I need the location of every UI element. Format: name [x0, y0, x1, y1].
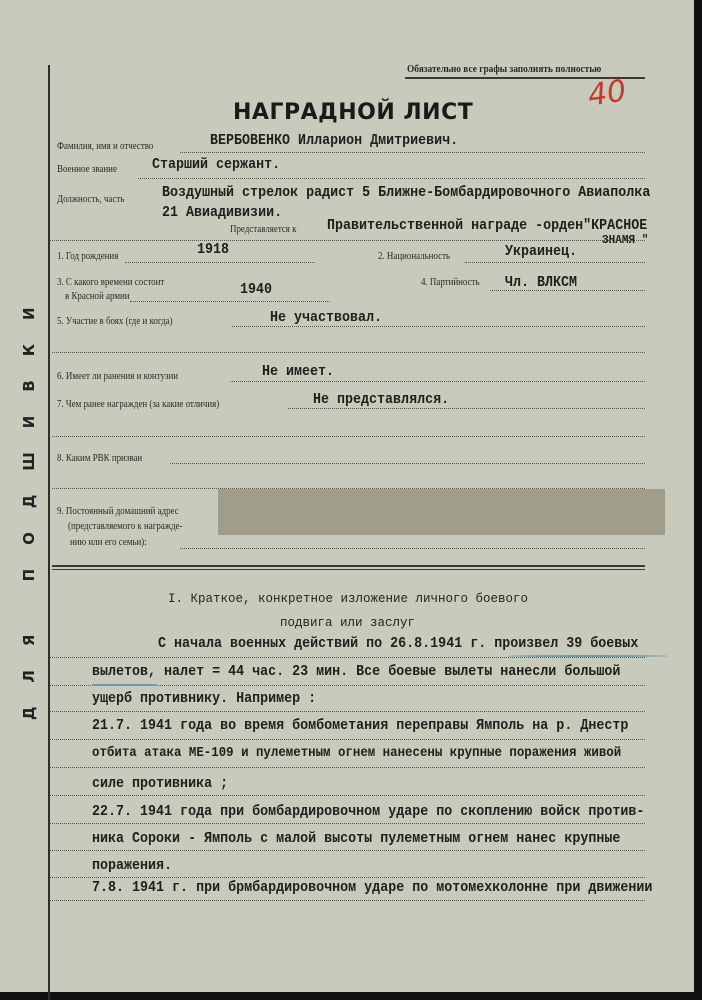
birth-value: 1918	[197, 242, 230, 258]
field-line	[50, 767, 645, 768]
field-line	[288, 408, 645, 409]
wounds-value: Не имеет.	[262, 364, 335, 380]
name-label: Фамилия, имя и отчество	[57, 141, 154, 152]
sheet-number: 40	[585, 73, 629, 114]
field-line	[50, 850, 645, 851]
nationality-value: Украинец.	[505, 244, 578, 260]
blue-pencil-underline	[508, 655, 668, 657]
party-value: Чл. ВЛКСМ	[505, 275, 578, 291]
field-line	[50, 795, 645, 796]
body-line: ущерб противнику. Например :	[92, 691, 317, 707]
body-line: С начала военных действий по 26.8.1941 г. произвел 39 боевых	[158, 636, 639, 652]
field-line	[490, 290, 645, 291]
position-value-2: 21 Авиадивизии.	[162, 205, 283, 221]
battles-label: 5. Участие в боях (где и когда)	[57, 316, 173, 327]
nationality-label: 2. Национальность	[378, 251, 451, 262]
body-line: 21.7. 1941 года во время бомбометания переправы Ямполь на р. Днестр	[92, 718, 629, 734]
awards-value: Не представлялся.	[313, 392, 450, 408]
field-line	[180, 548, 645, 549]
field-line	[50, 823, 645, 824]
section-divider	[52, 565, 645, 567]
rank-label: Военное звание	[57, 164, 117, 175]
field-line	[130, 301, 330, 302]
position-label: Должность, часть	[57, 194, 125, 205]
name-value: ВЕРБОВЕНКО Илларион Дмитриевич.	[210, 133, 459, 149]
nominated-value-2: ЗНАМЯ "	[602, 233, 649, 247]
page-title: НАГРАДНОЙ ЛИСТ	[233, 100, 474, 125]
body-line: 22.7. 1941 года при бомбардировочном ударе по скоплению войск против-	[92, 804, 645, 820]
army-label-1: 3. С какого времени состоит	[57, 277, 165, 288]
field-line	[50, 711, 645, 712]
rank-value: Старший сержант.	[152, 157, 281, 173]
field-line	[465, 262, 645, 263]
rvk-label: 8. Каким РВК призван	[57, 453, 143, 464]
field-line	[52, 436, 645, 437]
army-value: 1940	[240, 282, 273, 298]
field-line	[50, 657, 645, 658]
redacted-address	[218, 489, 665, 535]
army-label-2: в Красной армии	[65, 291, 130, 302]
blue-pencil-underline	[92, 684, 157, 686]
field-line	[125, 262, 315, 263]
binding-side-text: ДЛЯ ПОДШИВКИ	[20, 283, 38, 720]
section-heading-1: I. Краткое, конкретное изложение личного боевого	[168, 592, 529, 606]
address-label-3: нию или его семьи):	[70, 537, 147, 548]
field-line	[50, 877, 645, 878]
body-line: поражения.	[92, 858, 173, 874]
birth-label: 1. Год рождения	[57, 251, 119, 262]
nominated-value-1: Правительственной награде -орден"КРАСНОЕ	[327, 218, 648, 234]
field-line	[230, 381, 645, 382]
party-label: 4. Партийность	[421, 277, 480, 288]
body-line: отбита атака МЕ-109 и пулеметным огнем нанесены крупные поражения живой	[92, 746, 622, 761]
body-line: ника Сороки - Ямполь с малой высоты пулеметным огнем нанес крупные	[92, 831, 621, 847]
field-line	[50, 739, 645, 740]
address-label-1: 9. Постоянный домашний адрес	[57, 506, 179, 517]
field-line	[50, 900, 645, 901]
nominated-label: Представляется к	[230, 224, 297, 235]
body-line: 7.8. 1941 г. при брмбардировочном ударе по мотомехколонне при движении	[92, 880, 653, 896]
wounds-label: 6. Имеет ли ранения и контузии	[57, 371, 179, 382]
position-value-1: Воздушный стрелок радист 5 Ближне-Бомбардировочного Авиаполка	[162, 185, 651, 201]
field-line	[50, 240, 645, 241]
body-line: силе противника ;	[92, 776, 229, 792]
section-heading-2: подвига или заслуг	[280, 616, 416, 630]
section-divider	[52, 569, 645, 570]
field-line	[232, 326, 645, 327]
fill-notice: Обязательно все графы заполнять полностью	[407, 63, 602, 75]
body-line: вылетов, налет = 44 час. 23 мин. Все боевые вылеты нанесли большой	[92, 664, 621, 680]
binding-margin-line	[48, 65, 50, 1000]
awards-label: 7. Чем ранее награжден (за какие отличия)	[57, 399, 220, 410]
field-line	[180, 152, 645, 153]
address-label-2: (представляемого к награжде-	[68, 521, 183, 532]
field-line	[170, 463, 645, 464]
battles-value: Не участвовал.	[270, 310, 383, 326]
field-line	[52, 352, 645, 353]
field-line	[138, 178, 645, 179]
